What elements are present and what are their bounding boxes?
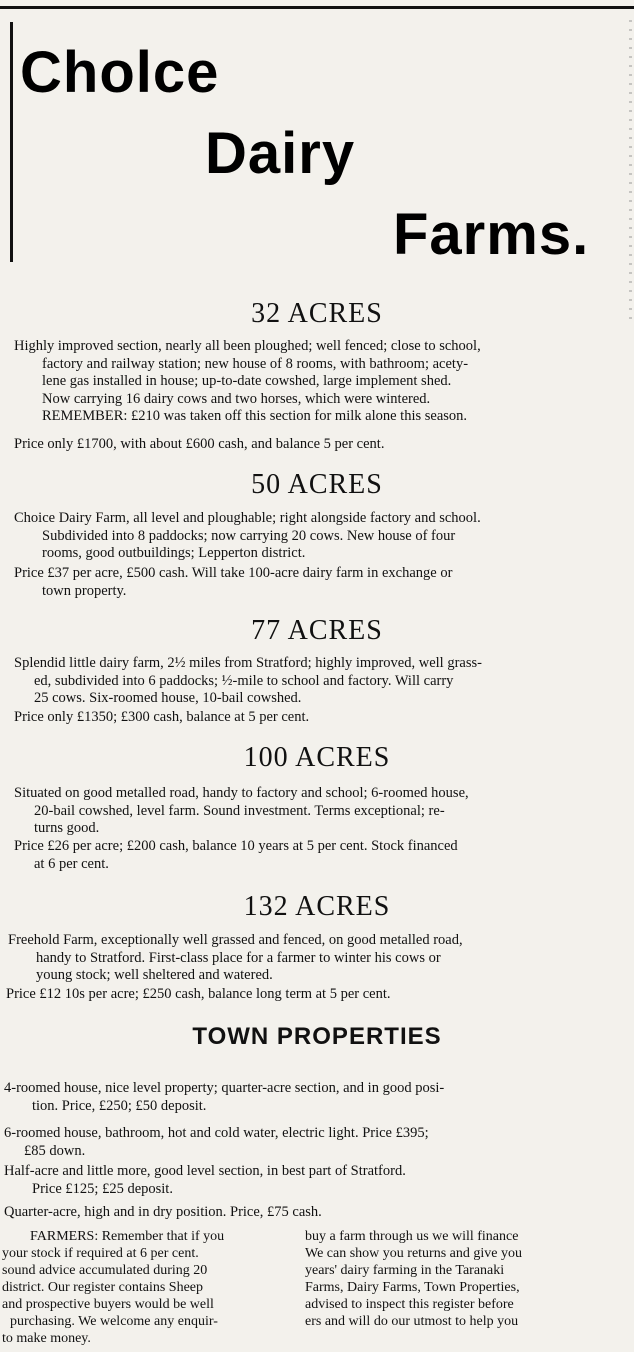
town-property-item — [4, 1125, 600, 1160]
listing-description — [14, 785, 610, 838]
listing-line: 25 cows. Six-roomed house, 10-bail cowshed. — [34, 690, 302, 706]
listing-price — [14, 436, 610, 454]
headline-word-1: Cholce — [20, 40, 220, 105]
note-line: We can show you returns and give you — [305, 1246, 522, 1261]
town-properties-heading: TOWN PROPERTIES — [192, 1023, 442, 1050]
listing-line: Situated on good metalled road, handy to factory and school; 6-roomed house, — [14, 785, 469, 801]
price-line: at 6 per cent. — [34, 855, 109, 872]
listing-line: turns good. — [34, 820, 100, 836]
listing-line: Highly improved section, nearly all been ploughed; well fenced; close to school, — [14, 338, 481, 354]
listing-heading: 77 ACRES — [251, 615, 383, 646]
property-line: 4-roomed house, nice level property; quarter-acre section, and in good posi- — [4, 1080, 445, 1096]
property-line: Quarter-acre, high and in dry position. Price, £75 cash. — [4, 1204, 322, 1220]
property-line: Half-acre and little more, good level section, in best part of Stratford. — [4, 1163, 406, 1179]
note-line: purchasing. We welcome any enquir- — [10, 1314, 218, 1329]
listing-price — [14, 709, 610, 727]
price-line: Price £26 per acre; £200 cash, balance 10 years at 5 per cent. Stock financed — [14, 838, 458, 854]
listing-heading: 32 ACRES — [251, 298, 383, 329]
listing-price — [14, 565, 610, 600]
listing-line: handy to Stratford. First-class place for a farmer to winter his cows or — [36, 949, 441, 966]
listing-line: Splendid little dairy farm, 2½ miles from Stratford; highly improved, well grass- — [14, 655, 482, 671]
property-line: £85 down. — [24, 1142, 86, 1159]
property-line: 6-roomed house, bathroom, hot and cold water, electric light. Price £395; — [4, 1125, 429, 1141]
town-property-item — [4, 1163, 600, 1198]
listing-line: 20-bail cowshed, level farm. Sound investment. Terms exceptional; re- — [34, 802, 445, 819]
headline-word-2: Dairy — [205, 121, 356, 186]
note-line: your stock if required at 6 per cent. — [2, 1246, 199, 1261]
note-line: advised to inspect this register before — [305, 1297, 514, 1312]
town-property-item — [4, 1080, 600, 1115]
note-line: ers and will do our utmost to help you — [305, 1314, 519, 1329]
listing-heading: 132 ACRES — [243, 891, 391, 922]
listing-line: Subdivided into 8 paddocks; now carrying 20 cows. New house of four — [42, 527, 456, 544]
price-line: town property. — [42, 582, 127, 599]
listing-line: lene gas installed in house; up-to-date cowshed, large implement shed. — [42, 373, 452, 389]
note-line: Farms, Dairy Farms, Town Properties, — [305, 1280, 520, 1295]
property-line: tion. Price, £250; £50 deposit. — [32, 1097, 207, 1114]
note-line: sound advice accumulated during 20 — [2, 1263, 208, 1278]
price-line: Price only £1700, with about £600 cash, and balance 5 per cent. — [14, 436, 385, 452]
listing-price — [14, 838, 610, 873]
listing-description — [14, 338, 610, 426]
listing-heading: 50 ACRES — [251, 469, 383, 500]
listing-heading: 100 ACRES — [243, 742, 391, 773]
listing-description — [8, 932, 604, 985]
listing-description — [14, 510, 610, 563]
property-line: Price £125; £25 deposit. — [32, 1180, 173, 1197]
price-line: Price £12 10s per acre; £250 cash, balance long term at 5 per cent. — [6, 986, 391, 1002]
page-edge — [629, 20, 632, 320]
note-line: district. Our register contains Sheep — [2, 1280, 204, 1295]
price-line: Price £37 per acre, £500 cash. Will take 100-acre dairy farm in exchange or — [14, 565, 453, 581]
listing-price — [6, 986, 602, 1004]
left-border-rule — [10, 22, 13, 262]
listing-line: ed, subdivided into 6 paddocks; ½-mile to school and factory. Will carry — [34, 672, 454, 689]
listing-line: Now carrying 16 dairy cows and two horses, which were wintered. — [42, 390, 431, 407]
listing-description — [14, 655, 610, 708]
headline-word-3: Farms. — [393, 202, 590, 267]
town-property-item — [4, 1204, 600, 1222]
note-line: to make money. — [2, 1331, 91, 1346]
note-line: FARMERS: Remember that if you — [30, 1229, 225, 1244]
listing-line: rooms, good outbuildings; Lepperton district. — [42, 545, 306, 561]
listing-line: REMEMBER: £210 was taken off this section for milk alone this season. — [42, 408, 468, 424]
listing-line: Freehold Farm, exceptionally well grassed and fenced, on good metalled road, — [8, 932, 463, 948]
note-line: and prospective buyers would be well — [2, 1297, 214, 1312]
note-line: buy a farm through us we will finance — [305, 1229, 519, 1244]
price-line: Price only £1350; £300 cash, balance at 5 per cent. — [14, 709, 310, 725]
listing-line: factory and railway station; new house of 8 rooms, with bathroom; acety- — [42, 355, 469, 372]
note-line: years' dairy farming in the Taranaki — [305, 1263, 505, 1278]
farmers-note-right-column — [305, 1228, 627, 1330]
listing-line: Choice Dairy Farm, all level and ploughable; right alongside factory and school. — [14, 510, 481, 526]
top-rule — [0, 6, 634, 9]
listing-line: young stock; well sheltered and watered. — [36, 967, 273, 983]
farmers-note-left-column — [2, 1228, 302, 1347]
